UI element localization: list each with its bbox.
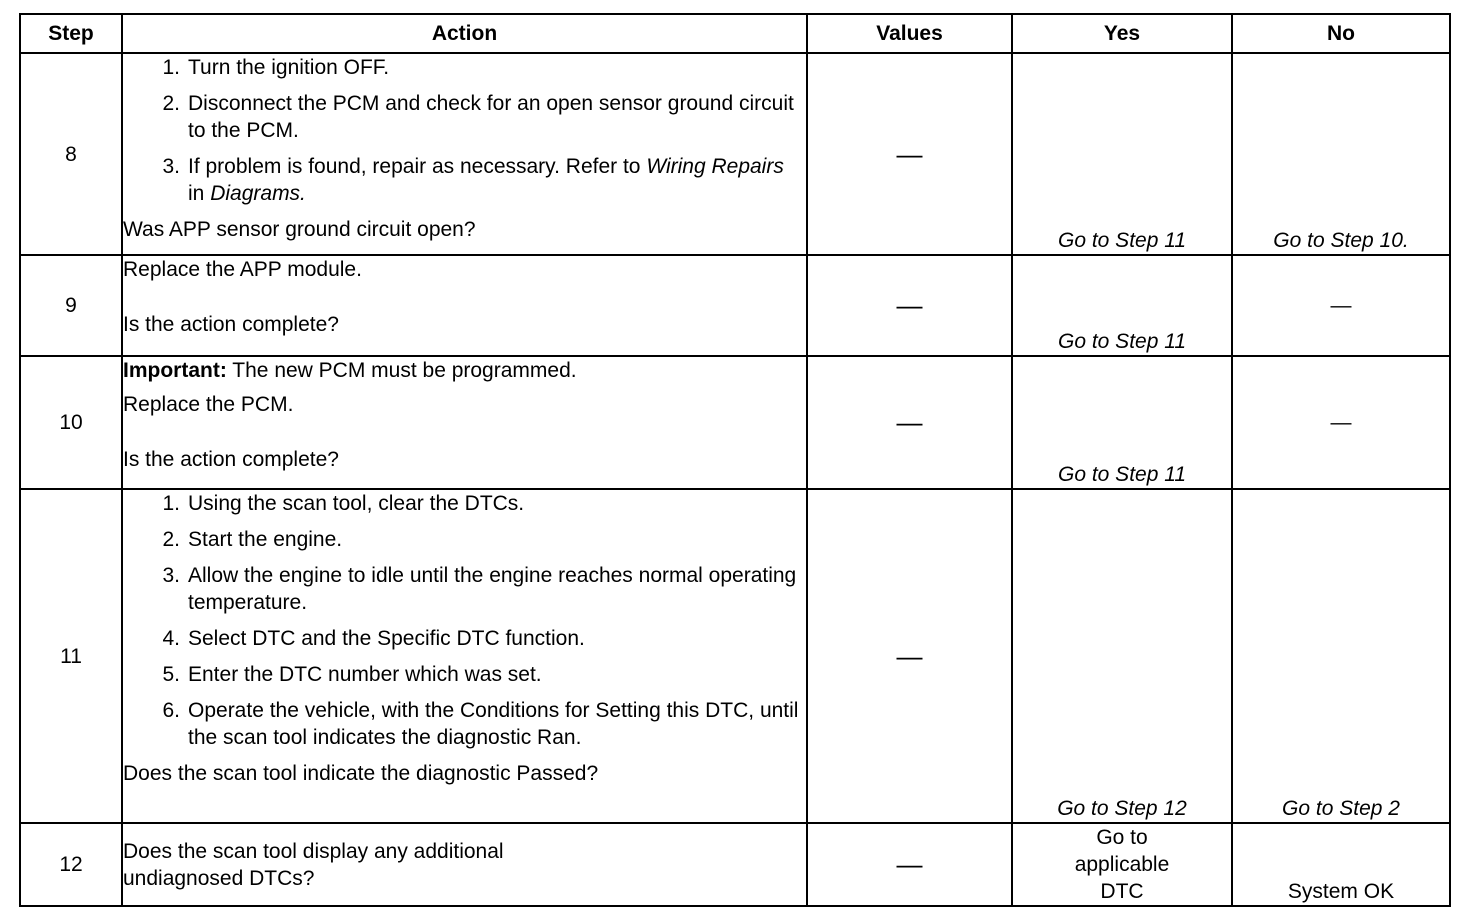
header-yes: Yes bbox=[1012, 14, 1232, 53]
yes-go-to-link: Go to Step 11 bbox=[1057, 229, 1187, 252]
values-cell: — bbox=[807, 823, 1012, 906]
action-cell bbox=[122, 356, 807, 489]
no-cell bbox=[1232, 823, 1450, 906]
yes-go-to-link: Go to Step 11 bbox=[1057, 330, 1187, 353]
values-cell: — bbox=[807, 255, 1012, 356]
action-cell bbox=[122, 255, 807, 356]
header-step: Step bbox=[20, 14, 122, 53]
wiring-repairs-reference: Wiring Repairs bbox=[646, 155, 784, 178]
important-note: Important: The new PCM must be programmed. bbox=[123, 359, 577, 382]
table-row-step-12 bbox=[20, 823, 1450, 906]
table-row-step-11 bbox=[20, 489, 1450, 823]
values-cell: — bbox=[807, 53, 1012, 255]
list-item: 4. Select DTC and the Specific DTC function. bbox=[162, 627, 585, 650]
yes-go-to-link: Go to applicable DTC bbox=[1074, 826, 1170, 903]
no-go-to-link: Go to Step 10. bbox=[1273, 229, 1409, 252]
step-number: 11 bbox=[20, 489, 122, 823]
no-cell bbox=[1232, 489, 1450, 823]
list-item: 6. Operate the vehicle, with the Conditions for Setting this DTC, until the scan tool indicates the diagnostic Ran. bbox=[162, 699, 799, 749]
action-list bbox=[123, 490, 806, 751]
no-go-to-link: Go to Step 2 bbox=[1282, 797, 1400, 820]
action-text: Replace the APP module. bbox=[123, 258, 362, 281]
question-text: Is the action complete? bbox=[123, 313, 339, 336]
table-row-step-9 bbox=[20, 255, 1450, 356]
header-values: Values bbox=[807, 14, 1012, 53]
action-text: Replace the PCM. bbox=[123, 393, 294, 416]
diagnostic-table bbox=[19, 13, 1451, 907]
no-value: — bbox=[1330, 411, 1352, 434]
values-cell: — bbox=[807, 489, 1012, 823]
no-cell bbox=[1232, 356, 1450, 489]
yes-go-to-link: Go to Step 12 bbox=[1057, 797, 1187, 820]
yes-cell bbox=[1012, 356, 1232, 489]
values-cell: — bbox=[807, 356, 1012, 489]
question-text: Does the scan tool display any additional undiagnosed DTCs? bbox=[123, 839, 504, 890]
step-number: 10 bbox=[20, 356, 122, 489]
question-text: Is the action complete? bbox=[123, 448, 339, 471]
header-no: No bbox=[1232, 14, 1450, 53]
list-item: 1. Using the scan tool, clear the DTCs. bbox=[162, 492, 525, 515]
diagrams-reference: Diagrams. bbox=[210, 182, 306, 205]
action-cell bbox=[122, 823, 807, 906]
question-text: Was APP sensor ground circuit open? bbox=[123, 218, 476, 241]
no-result: System OK bbox=[1287, 880, 1395, 903]
yes-go-to-link: Go to Step 11 bbox=[1057, 463, 1187, 486]
no-cell bbox=[1232, 53, 1450, 255]
header-action: Action bbox=[122, 14, 807, 53]
question-text: Does the scan tool indicate the diagnostic Passed? bbox=[123, 762, 599, 785]
list-item: 1. Turn the ignition OFF. bbox=[162, 56, 390, 79]
no-cell bbox=[1232, 255, 1450, 356]
yes-cell bbox=[1012, 53, 1232, 255]
action-cell bbox=[122, 489, 807, 823]
step-number: 9 bbox=[20, 255, 122, 356]
list-item: 5. Enter the DTC number which was set. bbox=[162, 663, 542, 686]
table-row-step-10 bbox=[20, 356, 1450, 489]
header-row bbox=[20, 14, 1450, 53]
table-row-step-8 bbox=[20, 53, 1450, 255]
list-item: 3. Allow the engine to idle until the engine reaches normal operating temperature. bbox=[162, 564, 797, 614]
yes-cell bbox=[1012, 489, 1232, 823]
list-item: 3. If problem is found, repair as necessary. Refer to Wiring Repairs in Diagrams. bbox=[162, 155, 784, 205]
list-item: 2. Start the engine. bbox=[162, 528, 343, 551]
yes-cell bbox=[1012, 823, 1232, 906]
no-value: — bbox=[1330, 294, 1352, 317]
step-number: 8 bbox=[20, 53, 122, 255]
action-list bbox=[123, 54, 806, 207]
step-number: 12 bbox=[20, 823, 122, 906]
action-cell bbox=[122, 53, 807, 255]
yes-cell bbox=[1012, 255, 1232, 356]
list-item: 2. Disconnect the PCM and check for an open sensor ground circuit to the PCM. bbox=[162, 92, 794, 142]
